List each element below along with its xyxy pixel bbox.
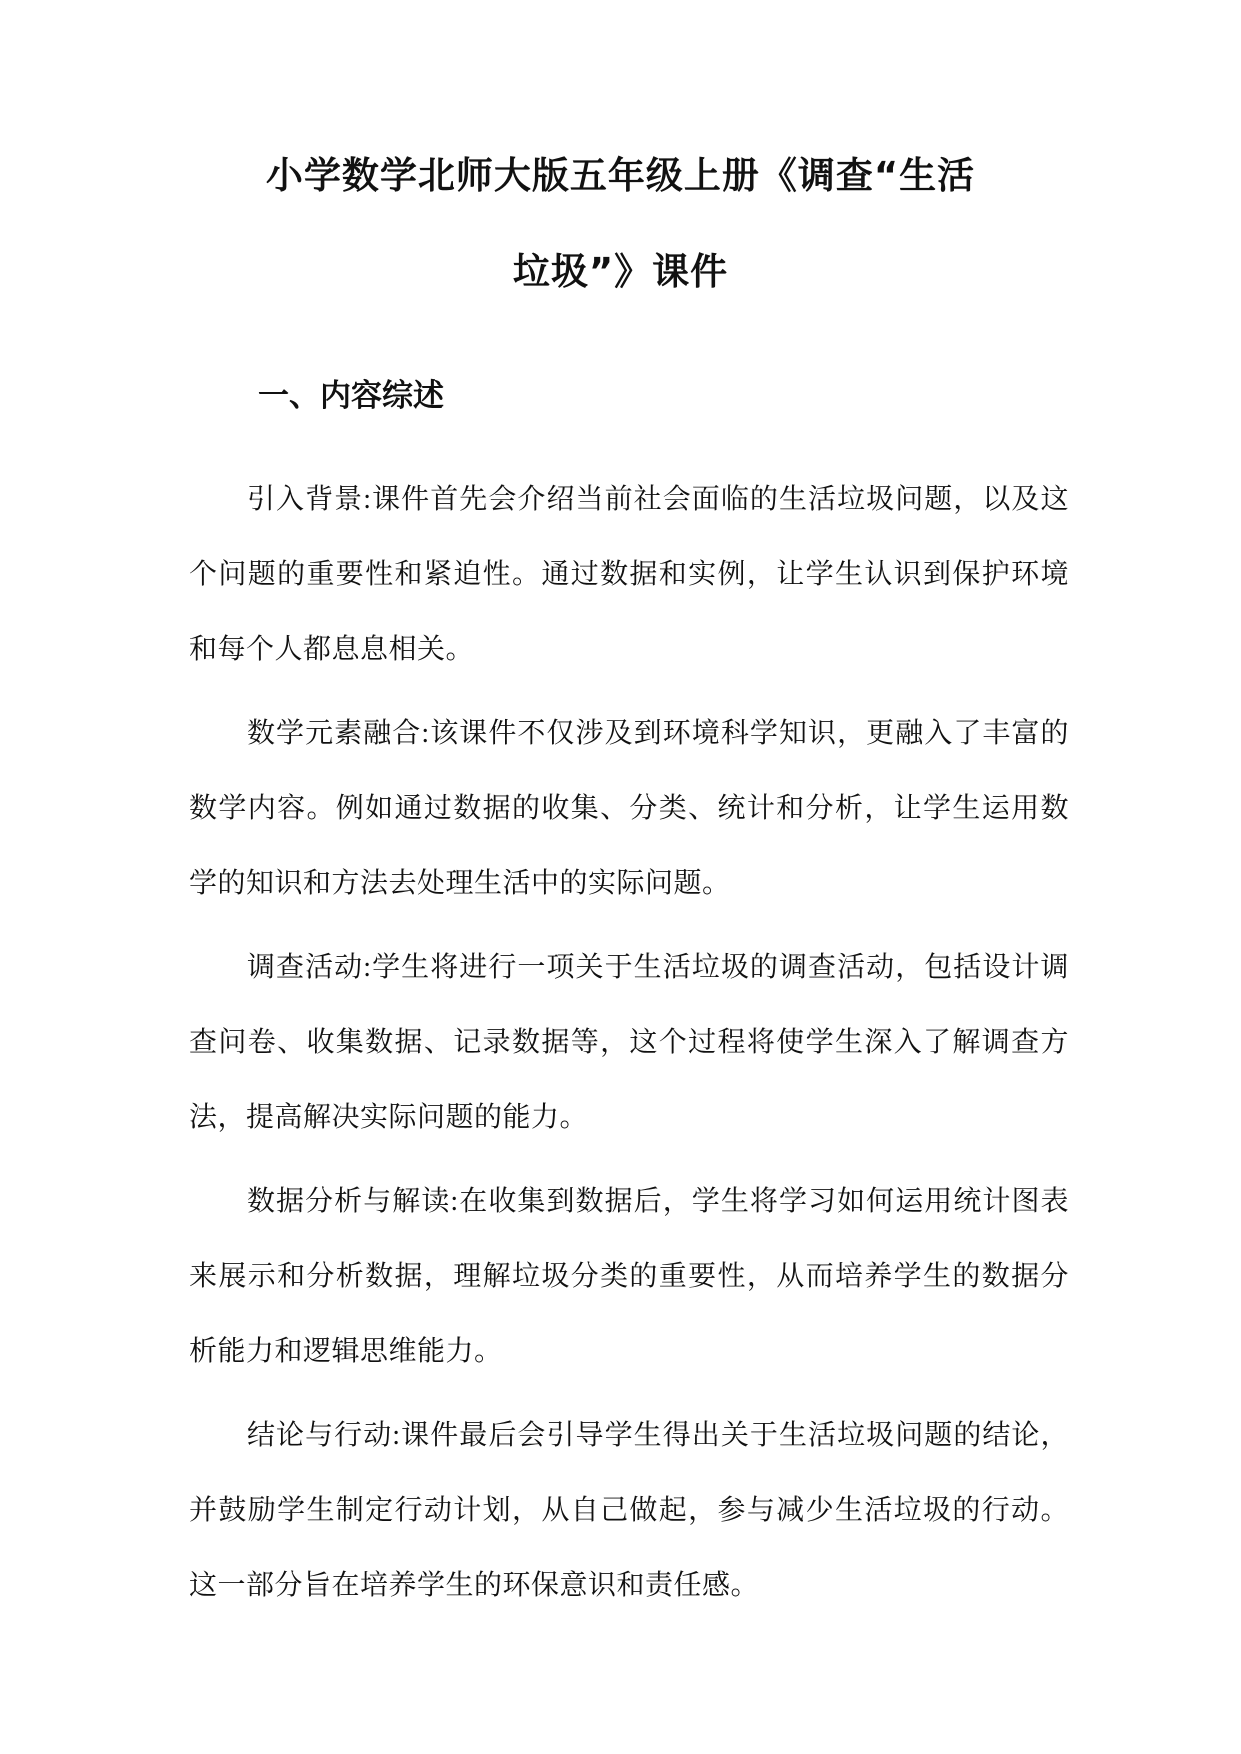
paragraph-background — [189, 462, 1069, 687]
paragraph-lead: 调查活动: — [247, 952, 372, 983]
document-title-line-1: 小学数学北师大版五年级上册《调查“生活 — [265, 154, 976, 197]
document-title-line-2: 垃圾”》课件 — [512, 250, 729, 293]
document-body — [189, 462, 1069, 1623]
paragraph-survey-activity — [189, 930, 1069, 1155]
paragraph-text: 该课件不仅涉及到环境科学知识，更融入了丰富的数学内容。例如通过数据的收集、分类、统计和分析，让学生运用数学的知识和方法去处理生活中的实际问题。 — [189, 718, 1069, 899]
section-heading: 一、内容综述 — [258, 378, 444, 414]
paragraph-conclusion — [189, 1398, 1069, 1623]
paragraph-lead: 数学元素融合: — [247, 718, 430, 749]
paragraph-lead: 结论与行动: — [247, 1420, 401, 1451]
paragraph-text: 课件最后会引导学生得出关于生活垃圾问题的结论，并鼓励学生制定行动计划，从自己做起，参与减少生活垃圾的行动。这一部分旨在培养学生的环保意识和责任感。 — [189, 1420, 1069, 1601]
paragraph-lead: 数据分析与解读: — [247, 1186, 459, 1217]
paragraph-data-analysis — [189, 1164, 1069, 1389]
paragraph-text: 课件首先会介绍当前社会面临的生活垃圾问题，以及这个问题的重要性和紧迫性。通过数据和实例，让学生认识到保护环境和每个人都息息相关。 — [189, 484, 1069, 665]
paragraph-lead: 引入背景: — [247, 484, 372, 515]
paragraph-text: 在收集到数据后，学生将学习如何运用统计图表来展示和分析数据，理解垃圾分类的重要性，从而培养学生的数据分析能力和逻辑思维能力。 — [189, 1186, 1069, 1367]
paragraph-text: 学生将进行一项关于生活垃圾的调查活动，包括设计调查问卷、收集数据、记录数据等，这个过程将使学生深入了解调查方法，提高解决实际问题的能力。 — [189, 952, 1069, 1133]
paragraph-math-integration — [189, 696, 1069, 921]
